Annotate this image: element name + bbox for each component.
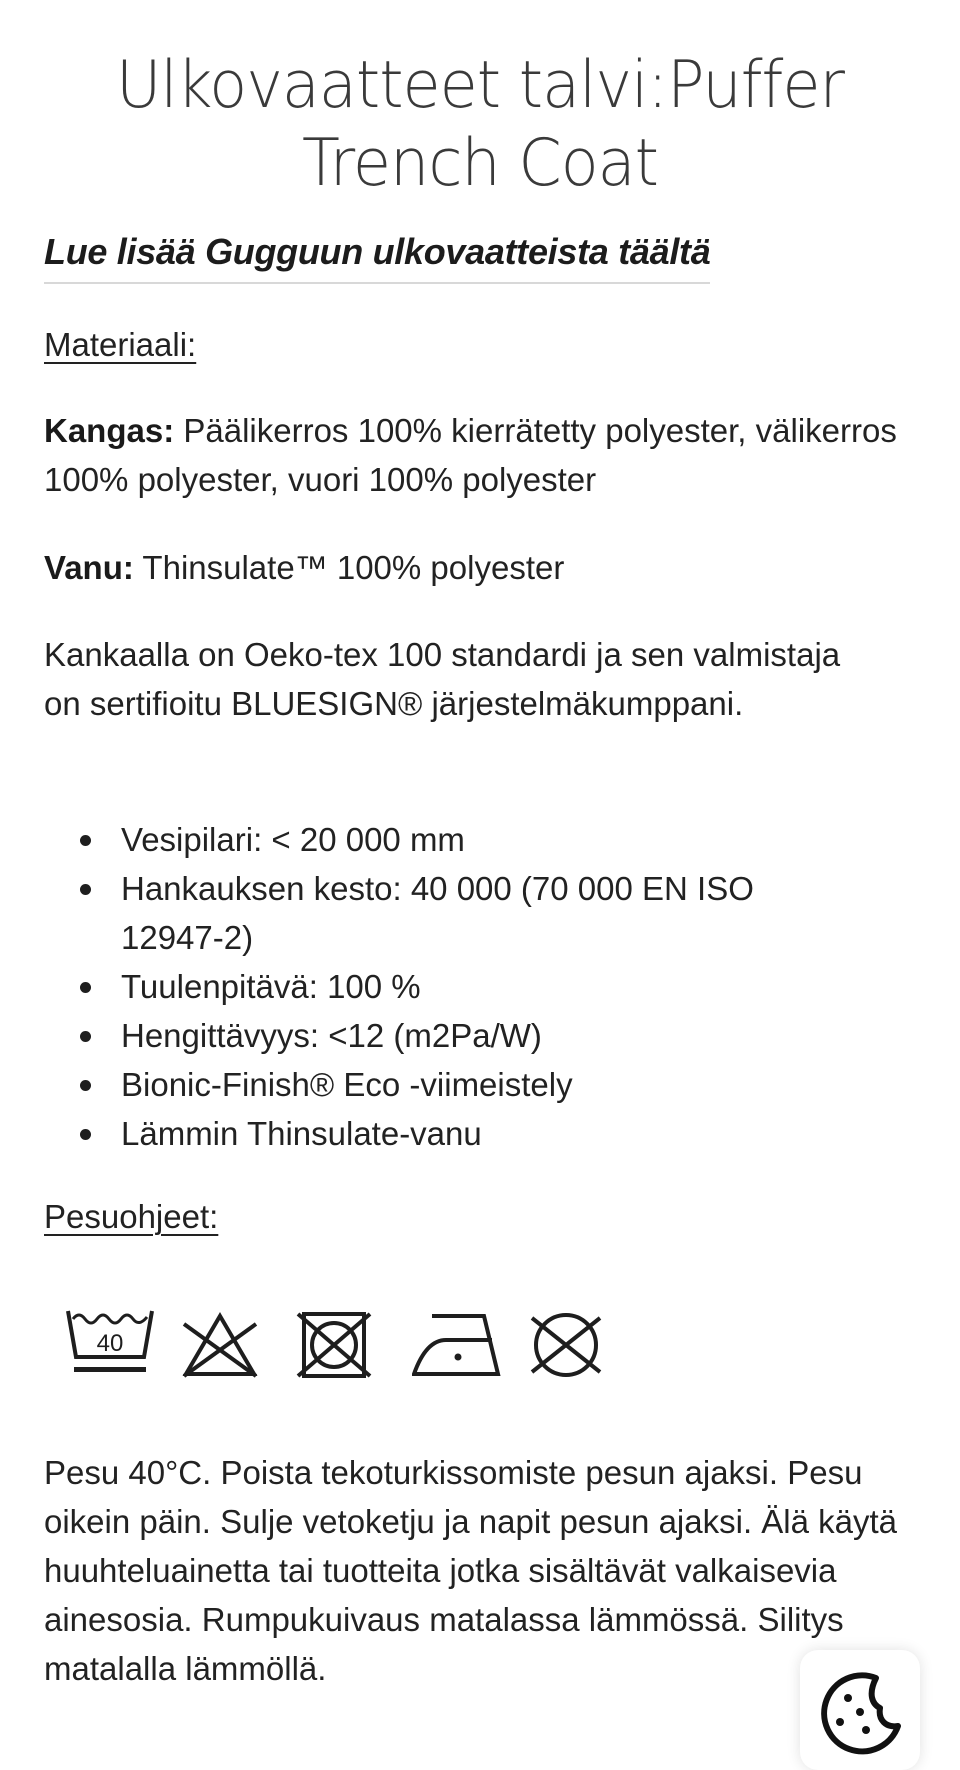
care-symbols — [64, 1300, 644, 1400]
cookie-icon — [814, 1668, 906, 1760]
product-title — [0, 46, 960, 201]
spec-item — [44, 864, 924, 962]
material-heading: Materiaali: — [44, 326, 197, 363]
fabric-paragraph — [44, 406, 924, 504]
care-instructions: Pesu 40°C. Poista tekoturkissomiste pesun ajaksi. Pesu oikein päin. Sulje vetoketju ja napit pesun ajaksi. Älä käytä huuhteluainetta tai tuotteita jotka sisältävät valkaisevia ainesosia. Rumpukuivaus matalassa lämmössä. Silitys matalalla lämmöllä. — [44, 1454, 898, 1687]
product-title-line-2: Trench Coat — [302, 123, 658, 201]
spec-text: Bionic-Finish® Eco -viimeistely — [121, 1066, 573, 1103]
spec-item — [44, 815, 924, 864]
iron-low-icon — [412, 1300, 528, 1390]
no-dry-clean-icon — [528, 1300, 644, 1390]
read-more-outerwear-link[interactable]: Lue lisää Gugguun ulkovaatteista täältä — [44, 230, 710, 284]
padding-text: Thinsulate™ 100% polyester — [133, 549, 565, 586]
no-bleach-icon — [180, 1300, 296, 1390]
spec-text: Hankauksen kesto: 40 000 (70 000 EN ISO 12947-2) — [121, 870, 754, 956]
spec-text: Tuulenpitävä: 100 % — [121, 968, 421, 1005]
care-heading: Pesuohjeet: — [44, 1198, 219, 1235]
svg-text:40: 40 — [96, 1330, 124, 1357]
spec-item — [44, 1109, 924, 1158]
spec-item — [44, 1011, 924, 1060]
bullet-icon — [80, 1031, 91, 1042]
no-tumble-dry-icon — [296, 1300, 412, 1390]
certification-paragraph: Kankaalla on Oeko-tex 100 standardi ja sen valmistaja on sertifioitu BLUESIGN® järjestelmäkumppani. — [44, 636, 841, 722]
spec-text: Hengittävyys: <12 (m2Pa/W) — [121, 1017, 542, 1054]
padding-paragraph — [44, 543, 924, 592]
bullet-icon — [80, 884, 91, 895]
bullet-icon — [80, 1129, 91, 1140]
bullet-icon — [80, 1080, 91, 1091]
padding-label: Vanu: — [44, 549, 134, 586]
cookie-settings-button[interactable] — [800, 1650, 920, 1770]
spec-list — [44, 815, 924, 1158]
spec-item — [44, 962, 924, 1011]
spec-item — [44, 1060, 924, 1109]
product-title-line-1: Ulkovaatteet talvi:Puffer — [115, 45, 845, 123]
bullet-icon — [80, 982, 91, 993]
bullet-icon — [80, 835, 91, 846]
fabric-text: Päälikerros 100% kierrätetty polyester, välikerros 100% polyester, vuori 100% polyester — [44, 412, 897, 498]
spec-text: Vesipilari: < 20 000 mm — [121, 821, 465, 858]
spec-text: Lämmin Thinsulate-vanu — [121, 1115, 482, 1152]
wash-40-gentle-icon — [64, 1300, 180, 1390]
fabric-label: Kangas: — [44, 412, 175, 449]
